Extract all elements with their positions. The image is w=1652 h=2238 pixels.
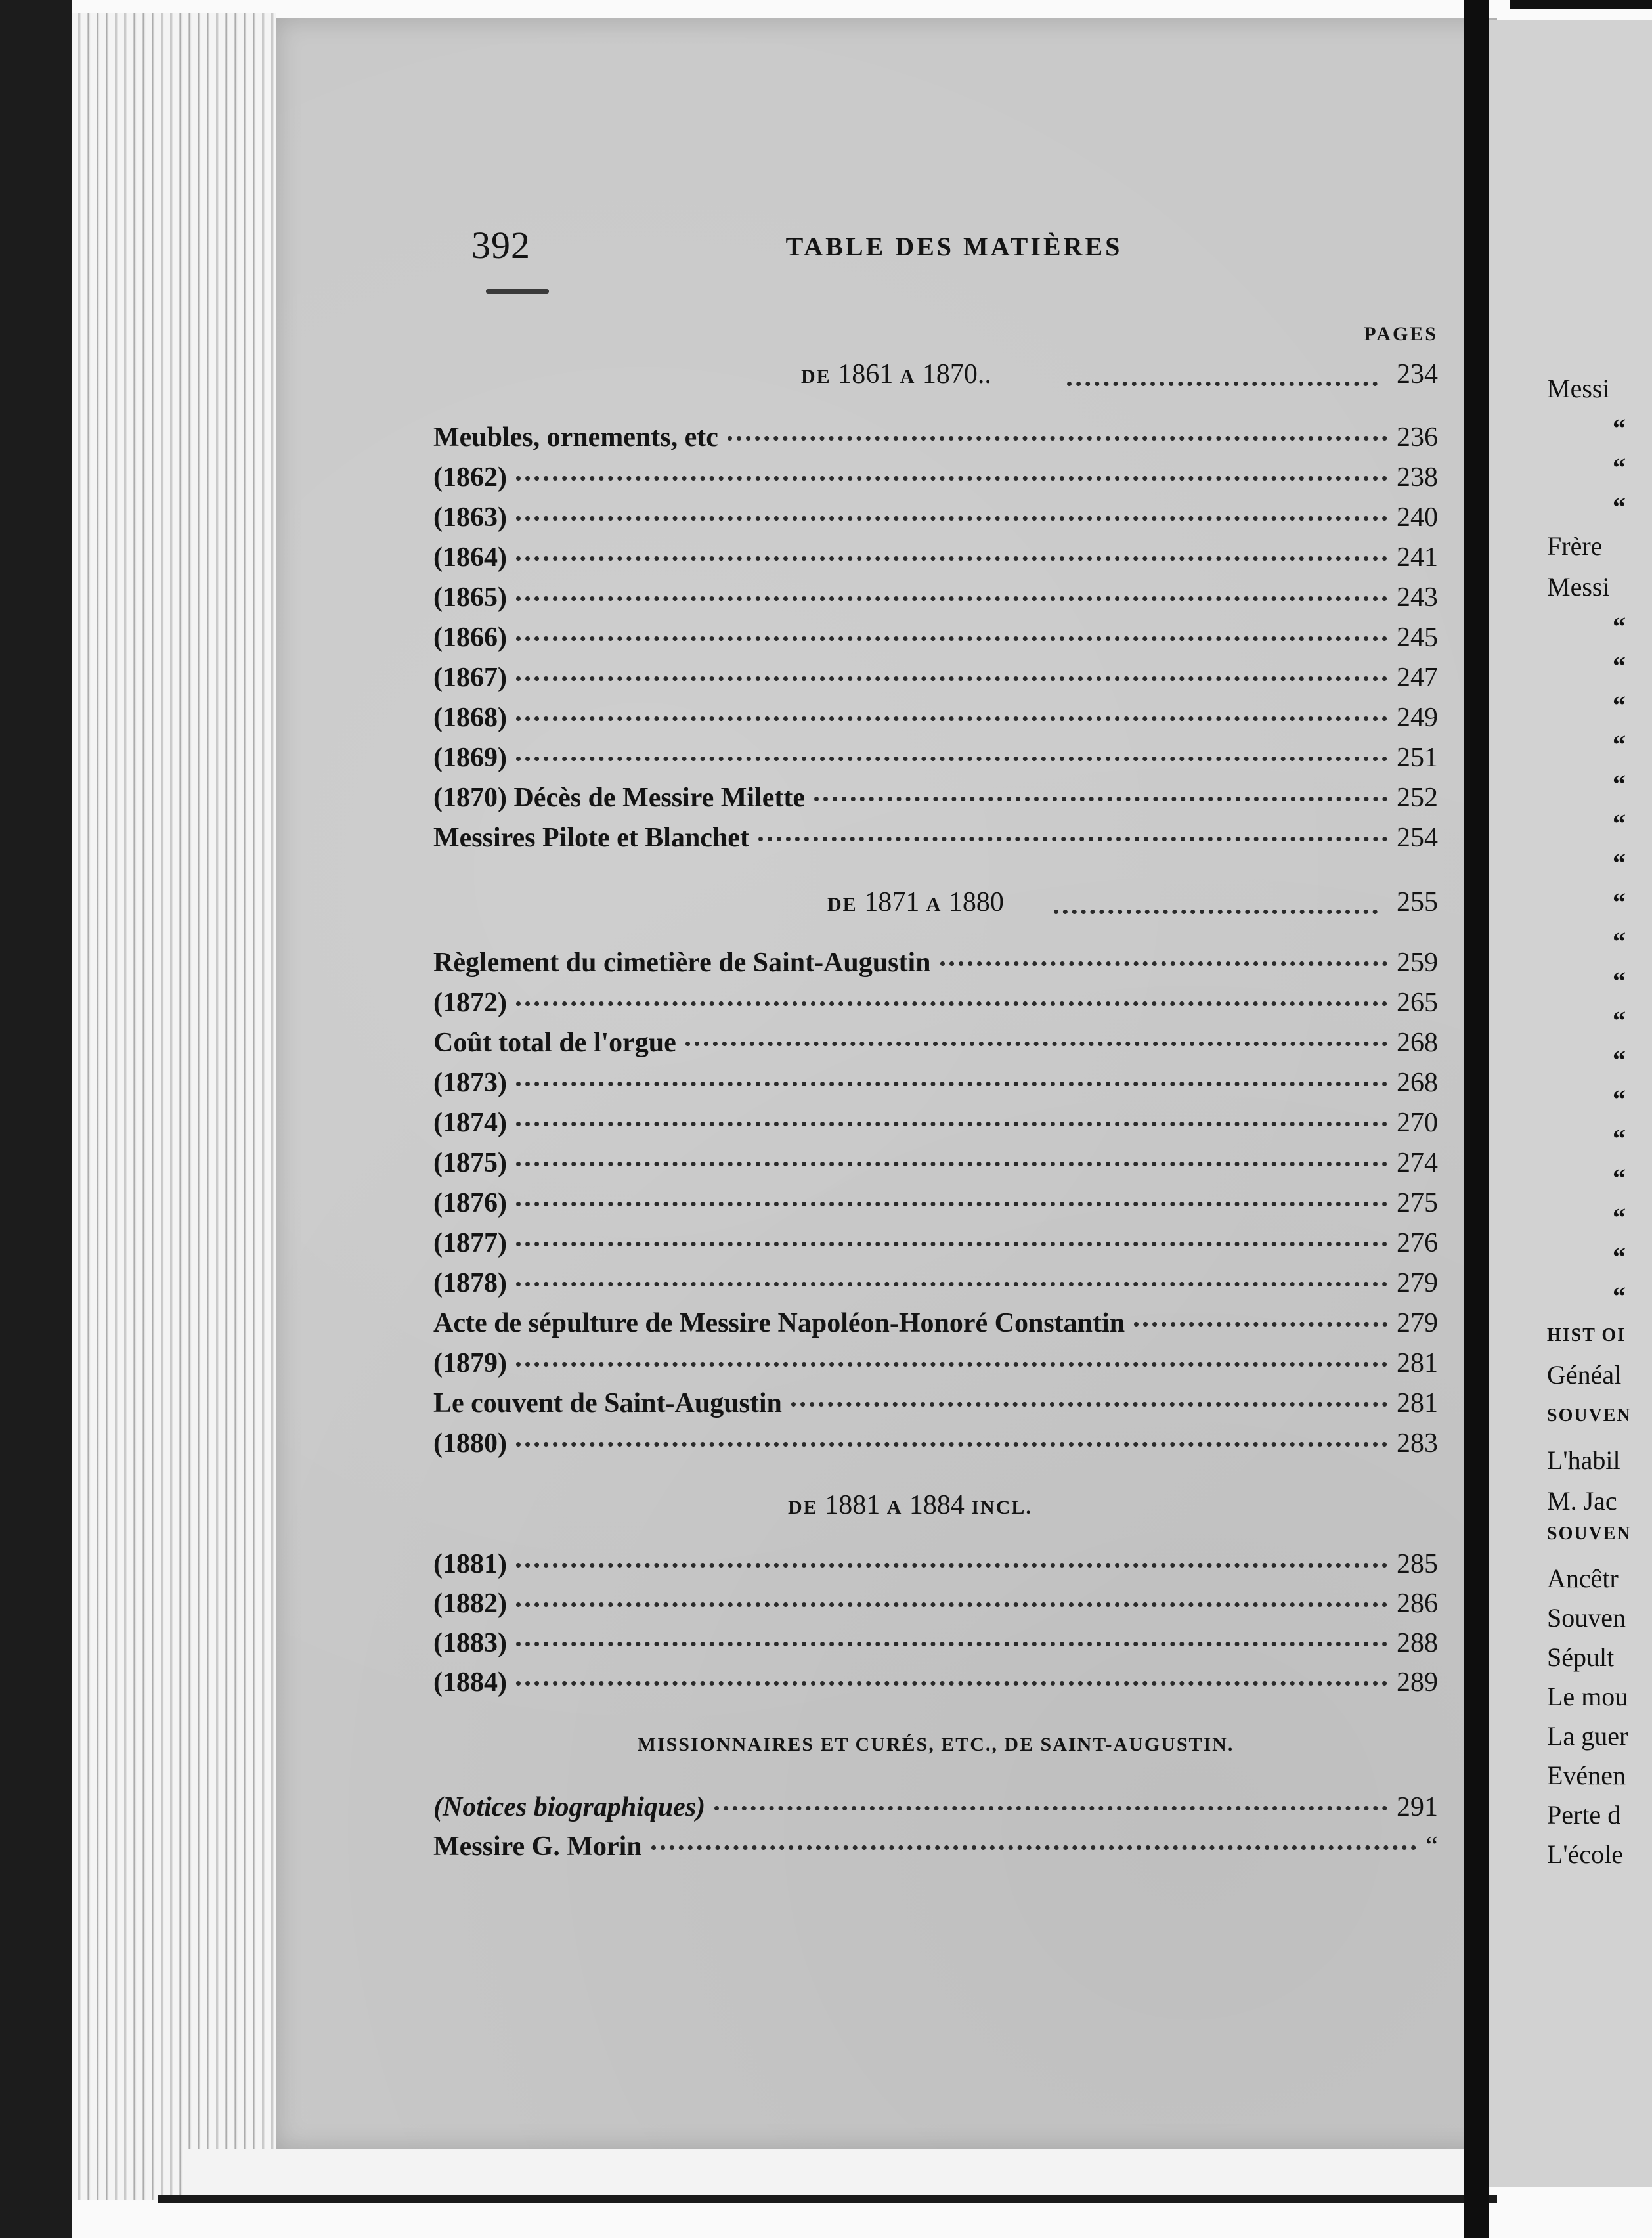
- toc-entry: [433, 1791, 1438, 1831]
- ditto-mark: “: [1613, 1124, 1626, 1153]
- toc-entry-page: 270: [1397, 1108, 1438, 1138]
- toc-entry-page: 247: [1397, 663, 1438, 693]
- toc-entry: [433, 742, 1438, 781]
- right-page-line: Généal: [1547, 1360, 1622, 1390]
- dot-leader: [516, 676, 1387, 681]
- toc-entry: [433, 1831, 1438, 1870]
- toc-entry: [433, 1067, 1438, 1107]
- toc-entry-page: 241: [1397, 542, 1438, 573]
- toc-entry-label: (1874): [433, 1108, 507, 1138]
- dot-leader: [516, 1563, 1387, 1568]
- ditto-mark: “: [1613, 452, 1626, 482]
- dot-leader: [516, 1362, 1387, 1367]
- toc-entry-label: (1872): [433, 988, 507, 1018]
- toc-entry-label: (1878): [433, 1268, 507, 1298]
- toc-entry-label: (1863): [433, 502, 507, 533]
- toc-entry-label: (1866): [433, 623, 507, 653]
- right-page-line: SOUVEN: [1547, 1405, 1632, 1426]
- toc-entry: [433, 1667, 1438, 1706]
- toc-entry-page: 236: [1397, 422, 1438, 452]
- toc-entry-page: 254: [1397, 823, 1438, 853]
- dot-leader: [516, 1602, 1387, 1607]
- toc-entry: [433, 1428, 1438, 1467]
- toc-entry-page: 240: [1397, 502, 1438, 533]
- dot-leader: [940, 961, 1388, 966]
- dot-leader: [728, 436, 1387, 441]
- toc-entry-label: Meubles, ornements, etc: [433, 422, 718, 452]
- book-gutter: [1464, 0, 1489, 2238]
- toc-entry-page: 289: [1397, 1667, 1438, 1698]
- toc-entry: [433, 662, 1438, 701]
- toc-entry: [433, 1027, 1438, 1066]
- dot-leader: [516, 1642, 1387, 1646]
- toc-entry: [433, 582, 1438, 621]
- ditto-mark: “: [1613, 808, 1626, 838]
- section-page: 255: [1397, 887, 1438, 917]
- toc-entry-label: (1882): [433, 1589, 507, 1619]
- toc-entry-label: Messire G. Morin: [433, 1832, 642, 1862]
- toc-entry-label: (Notices biographiques): [433, 1792, 706, 1822]
- toc-entry-label: (1877): [433, 1228, 507, 1258]
- section-suffix: INCL.: [971, 1497, 1032, 1518]
- toc-entry: [433, 1147, 1438, 1187]
- dot-leader: [516, 1082, 1387, 1086]
- dot-leader: [651, 1845, 1417, 1850]
- right-page-line: M. Jac: [1547, 1486, 1617, 1516]
- toc-entry-label: (1884): [433, 1667, 507, 1698]
- right-page-line: Souven: [1547, 1603, 1626, 1633]
- toc-entry-page: 275: [1397, 1188, 1438, 1218]
- dot-leader: [1067, 382, 1378, 386]
- section-connector: A: [886, 1497, 903, 1518]
- dot-leader: [516, 1242, 1387, 1246]
- toc-entry-page: 285: [1397, 1549, 1438, 1579]
- table-of-contents: [433, 0, 1438, 2238]
- toc-entry-page: 291: [1397, 1792, 1438, 1822]
- dot-leader: [714, 1806, 1387, 1810]
- dot-leader: [516, 1162, 1387, 1166]
- dot-leader: [516, 716, 1387, 721]
- section-heading-1871-1880: [433, 887, 1438, 926]
- dot-leader: [758, 837, 1387, 841]
- toc-entry: [433, 947, 1438, 986]
- toc-entry: [433, 1307, 1438, 1347]
- dot-leader: [516, 636, 1387, 641]
- toc-entry-label: (1867): [433, 663, 507, 693]
- ditto-mark: “: [1613, 651, 1626, 680]
- toc-entry-label: Coût total de l'orgue: [433, 1028, 676, 1058]
- dot-leader: [516, 1442, 1387, 1447]
- right-page-line: HIST OI: [1547, 1325, 1626, 1346]
- dot-leader: [516, 1122, 1387, 1126]
- section-end-year: 1880: [948, 887, 1004, 917]
- ditto-mark: “: [1613, 1281, 1626, 1311]
- section-connector: A: [926, 894, 942, 915]
- dot-leader: [1054, 910, 1378, 914]
- section-prefix: DE: [801, 366, 831, 387]
- section-page: 234: [1397, 359, 1438, 389]
- toc-entry-label: (1869): [433, 743, 507, 773]
- toc-entry: [433, 462, 1438, 501]
- toc-entry-page: 283: [1397, 1428, 1438, 1459]
- scan-left-edge: [0, 0, 72, 2238]
- ditto-mark: “: [1613, 492, 1626, 521]
- toc-entry-page: 279: [1397, 1268, 1438, 1298]
- toc-entry: [433, 1267, 1438, 1307]
- dot-leader: [516, 596, 1387, 601]
- toc-entry: [433, 1548, 1438, 1588]
- dot-leader: [516, 556, 1387, 561]
- ditto-mark: “: [1613, 413, 1626, 443]
- dot-leader: [685, 1042, 1387, 1046]
- ditto-mark: “: [1613, 1045, 1626, 1074]
- toc-entry-label: (1865): [433, 582, 507, 613]
- ditto-mark: “: [1613, 848, 1626, 877]
- right-page-line: Frère: [1547, 531, 1603, 561]
- pages-column-heading: PAGES: [1364, 323, 1438, 345]
- toc-entry: [433, 987, 1438, 1026]
- ditto-mark: “: [1613, 1242, 1626, 1271]
- ditto-mark: “: [1613, 1163, 1626, 1193]
- ditto-mark: “: [1613, 927, 1626, 956]
- toc-entry-page: 249: [1397, 703, 1438, 733]
- toc-entry-page: 268: [1397, 1068, 1438, 1098]
- toc-entry-page: 281: [1397, 1388, 1438, 1418]
- toc-entry-page: 288: [1397, 1628, 1438, 1658]
- toc-entry-label: Le couvent de Saint-Augustin: [433, 1388, 782, 1418]
- right-page-line: Sépult: [1547, 1642, 1615, 1672]
- ditto-mark: “: [1613, 1005, 1626, 1035]
- toc-entry-page: “: [1425, 1832, 1438, 1862]
- right-page-line: Le mou: [1547, 1682, 1628, 1711]
- ditto-mark: “: [1613, 1202, 1626, 1232]
- ditto-mark: “: [1613, 730, 1626, 759]
- toc-entry-label: (1862): [433, 462, 507, 493]
- dot-leader: [516, 757, 1387, 761]
- dot-leader: [791, 1402, 1387, 1407]
- dot-leader: [516, 1202, 1387, 1206]
- toc-entry-label: (1873): [433, 1068, 507, 1098]
- toc-entry-page: 274: [1397, 1148, 1438, 1178]
- dot-leader: [1134, 1322, 1387, 1327]
- section-connector: A: [900, 366, 916, 387]
- toc-entry-label: Règlement du cimetière de Saint-Augustin: [433, 948, 931, 978]
- right-page-line: L'école: [1547, 1839, 1624, 1869]
- section-heading-1881-1884: [433, 1489, 1438, 1529]
- toc-entry-page: 245: [1397, 623, 1438, 653]
- right-page-line: Messi: [1547, 374, 1610, 403]
- toc-entry-label: (1879): [433, 1348, 507, 1378]
- section-start-year: 1861: [838, 359, 894, 389]
- toc-entry-page: 286: [1397, 1589, 1438, 1619]
- toc-entry-page: 259: [1397, 948, 1438, 978]
- toc-entry-page: 276: [1397, 1228, 1438, 1258]
- dot-leader: [516, 516, 1387, 521]
- right-page-line: La guer: [1547, 1721, 1628, 1751]
- toc-entry-label: (1883): [433, 1628, 507, 1658]
- ditto-mark: “: [1613, 690, 1626, 720]
- toc-entry-page: 265: [1397, 988, 1438, 1018]
- toc-entry: [433, 622, 1438, 661]
- toc-entry-label: Messires Pilote et Blanchet: [433, 823, 749, 853]
- toc-entry-label: (1864): [433, 542, 507, 573]
- toc-entry: [433, 542, 1438, 581]
- page-number: 392: [471, 224, 531, 267]
- section-end-year: 1884: [909, 1490, 965, 1520]
- running-title: TABLE DES MATIÈRES: [785, 232, 1123, 261]
- toc-entry-label: (1870) Décès de Messire Milette: [433, 783, 805, 813]
- toc-entry: [433, 1388, 1438, 1427]
- toc-entry: [433, 1107, 1438, 1147]
- toc-entry-label: (1868): [433, 703, 507, 733]
- section-prefix: DE: [827, 894, 858, 915]
- section-heading-1861-1870: [433, 359, 1438, 398]
- section-start-year: 1881: [825, 1490, 880, 1520]
- right-page-line: SOUVEN: [1547, 1524, 1632, 1544]
- ditto-mark: “: [1613, 887, 1626, 917]
- toc-entry-label: (1876): [433, 1188, 507, 1218]
- toc-entry-page: 238: [1397, 462, 1438, 493]
- ditto-mark: “: [1613, 966, 1626, 996]
- dot-leader: [516, 1001, 1387, 1006]
- ditto-mark: “: [1613, 611, 1626, 641]
- section-start-year: 1871: [864, 887, 920, 917]
- right-page-line: Perte d: [1547, 1800, 1621, 1830]
- toc-entry: [433, 422, 1438, 461]
- toc-entry-label: Acte de sépulture de Messire Napoléon-Honoré Constantin: [433, 1308, 1125, 1338]
- right-page-line: Evénen: [1547, 1761, 1626, 1790]
- toc-entry-page: 252: [1397, 783, 1438, 813]
- toc-entry: [433, 782, 1438, 822]
- toc-entry: [433, 1348, 1438, 1387]
- toc-entry-label: (1881): [433, 1549, 507, 1579]
- book-page-edges: [72, 13, 276, 2200]
- toc-entry: [433, 1187, 1438, 1227]
- toc-entry-page: 279: [1397, 1308, 1438, 1338]
- toc-entry: [433, 702, 1438, 741]
- section-end-year: 1870..: [922, 359, 991, 389]
- toc-entry: [433, 822, 1438, 862]
- toc-entry-label: (1880): [433, 1428, 507, 1459]
- dot-leader: [516, 1681, 1387, 1686]
- toc-entry: [433, 1227, 1438, 1267]
- toc-entry-page: 281: [1397, 1348, 1438, 1378]
- toc-entry-page: 251: [1397, 743, 1438, 773]
- ditto-mark: “: [1613, 1084, 1626, 1114]
- right-page-fragment: [1547, 0, 1652, 2238]
- section-prefix: DE: [788, 1497, 818, 1518]
- dot-leader: [814, 797, 1387, 801]
- missionaries-heading: MISSIONNAIRES ET CURÉS, ETC., DE SAINT-AUGUSTIN.: [637, 1734, 1234, 1755]
- toc-entry: [433, 1588, 1438, 1627]
- ditto-mark: “: [1613, 769, 1626, 799]
- toc-entry-page: 243: [1397, 582, 1438, 613]
- right-page-line: Ancêtr: [1547, 1564, 1619, 1593]
- toc-entry-label: (1875): [433, 1148, 507, 1178]
- toc-entry-page: 268: [1397, 1028, 1438, 1058]
- right-page-line: Messi: [1547, 572, 1610, 602]
- toc-entry: [433, 502, 1438, 541]
- dot-leader: [516, 1282, 1387, 1286]
- dot-leader: [516, 476, 1387, 481]
- right-page-line: L'habil: [1547, 1445, 1620, 1475]
- toc-entry: [433, 1627, 1438, 1667]
